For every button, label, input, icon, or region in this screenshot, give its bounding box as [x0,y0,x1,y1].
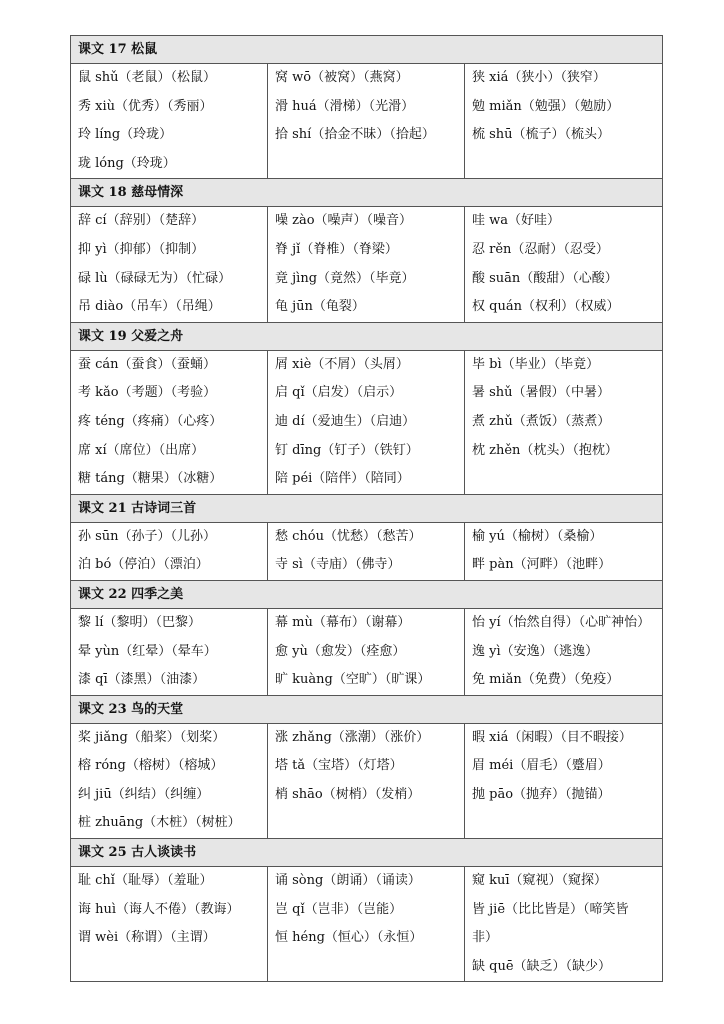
word-entry: 畔 pàn（河畔）（池畔） [472,557,612,573]
lesson-title: 课文 18 慈母情深 [71,179,663,207]
lesson-words-row [71,64,663,179]
word-entry: 旷 kuàng（空旷）（旷课） [275,672,431,688]
word-entry: 糖 táng（糖果）（冰糖） [78,471,223,487]
lesson-title: 课文 21 古诗词三首 [71,494,663,522]
word-entry: 毕 bì（毕业）（毕竟） [472,356,600,372]
word-entry: 龟 jūn（龟裂） [275,299,365,315]
word-column [71,207,268,322]
lesson-header-row [71,839,663,867]
word-column [71,867,268,982]
word-entry: 忍 rěn（忍耐）（忍受） [472,241,609,257]
word-entry: 噪 zào（噪声）（噪音） [275,213,413,229]
word-entry: 谓 wèi（称谓）（主谓） [78,930,216,946]
lesson-words-row [71,608,663,695]
word-entry: 秀 xiù（优秀）（秀丽） [78,98,213,114]
word-entry: 纠 jiū（纠结）（纠缠） [78,786,210,802]
word-entry: 考 kǎo（考题）（考验） [78,385,217,401]
word-entry: 桩 zhuāng（木桩）（树桩） [78,815,241,831]
word-entry: 非） [472,930,499,946]
word-entry: 珑 lóng（玲珑） [78,155,176,171]
vocabulary-table [70,35,663,982]
word-entry: 梳 shū（梳子）（梳头） [472,127,611,143]
word-column [465,867,663,982]
word-entry: 孙 sūn（孙子）（儿孙） [78,528,217,544]
lesson-title: 课文 25 古人谈读书 [71,839,663,867]
word-entry: 煮 zhǔ（煮饭）（蒸煮） [472,413,611,429]
word-entry: 幕 mù（幕布）（谢幕） [275,614,411,630]
word-entry: 寺 sì（寺庙）（佛寺） [275,557,401,573]
word-entry: 漆 qī（漆黑）（油漆） [78,672,206,688]
word-column [268,64,465,179]
lesson-words-row [71,723,663,838]
word-entry: 鼠 shǔ（老鼠）（松鼠） [78,70,217,85]
word-entry: 钉 dīng（钉子）（铁钉） [275,442,419,458]
lesson-header-row [71,36,663,64]
lesson-header-row [71,695,663,723]
lesson-header-row [71,580,663,608]
word-column [465,64,663,179]
word-entry: 吊 diào（吊车）（吊绳） [78,299,221,315]
word-entry: 暇 xiá（闲暇）（目不暇接） [472,729,632,745]
word-entry: 榆 yú（榆树）（桑榆） [472,528,603,544]
word-entry: 晕 yùn（红晕）（晕车） [78,643,217,659]
word-entry: 玲 líng（玲珑） [78,127,173,143]
word-entry: 哇 wa（好哇） [472,213,561,229]
lesson-words-row [71,522,663,580]
word-column [465,608,663,695]
word-entry: 辞 cí（辞别）（楚辞） [78,213,205,229]
word-entry: 窝 wō（被窝）（燕窝） [275,70,409,85]
word-entry: 恒 héng（恒心）（永恒） [275,930,423,946]
word-entry: 愈 yù（愈发）（痊愈） [275,643,406,659]
word-entry: 塔 tǎ（宝塔）（灯塔） [275,758,403,774]
word-entry: 怡 yí（怡然自得）（心旷神怡） [472,614,651,630]
word-entry: 泊 bó（停泊）（漂泊） [78,557,209,573]
word-entry: 陪 péi（陪伴）（陪同） [275,471,410,487]
word-entry: 酸 suān（酸甜）（心酸） [472,270,618,286]
word-entry: 迪 dí（爱迪生）（启迪） [275,413,416,429]
word-entry: 愁 chóu（忧愁）（愁苦） [275,528,422,544]
word-entry: 抛 pāo（抛弃）（抛锚） [472,786,611,802]
lesson-header-row [71,494,663,522]
word-column [465,723,663,838]
word-entry: 黎 lí（黎明）（巴黎） [78,614,201,630]
word-entry: 勉 miǎn（勉强）（勉励） [472,98,620,114]
lesson-words-row [71,350,663,494]
word-entry: 狭 xiá（狭小）（狭窄） [472,70,606,85]
word-entry: 碌 lù（碌碌无为）（忙碌） [78,270,232,286]
word-entry: 缺 quē（缺乏）（缺少） [472,958,612,974]
word-entry: 竟 jìng（竟然）（毕竟） [275,270,415,286]
word-entry: 耻 chǐ（耻辱）（羞耻） [78,873,213,889]
word-entry: 岂 qǐ（岂非）（岂能） [275,901,403,917]
word-entry: 诲 huì（诲人不倦）（教诲） [78,901,240,917]
lesson-header-row [71,322,663,350]
word-entry: 枕 zhěn（枕头）（抱枕） [472,442,618,458]
word-entry: 逸 yì（安逸）（逃逸） [472,643,599,659]
lesson-header-row [71,179,663,207]
lesson-words-row [71,207,663,322]
lesson-title: 课文 17 松鼠 [71,36,663,64]
word-entry: 桨 jiǎng（船桨）（划桨） [78,729,226,745]
word-entry: 眉 méi（眉毛）（蹙眉） [472,758,611,774]
word-entry: 疼 téng（疼痛）（心疼） [78,413,223,429]
word-column [465,522,663,580]
word-column [268,522,465,580]
word-column [71,723,268,838]
word-entry: 免 miǎn（免费）（免疫） [472,672,620,688]
word-entry: 脊 jǐ（脊椎）（脊梁） [275,241,398,257]
word-entry: 诵 sòng（朗诵）（诵读） [275,873,421,889]
word-entry: 蚕 cán（蚕食）（蚕蛹） [78,356,217,372]
word-entry: 皆 jiē（比比皆是）（啼笑皆 [472,901,629,917]
word-entry: 榕 róng（榕树）（榕城） [78,758,224,774]
word-column [465,350,663,494]
word-column [268,207,465,322]
word-entry: 涨 zhǎng（涨潮）（涨价） [275,729,430,745]
word-entry: 抑 yì（抑郁）（抑制） [78,241,205,257]
word-column [71,608,268,695]
word-column [268,350,465,494]
word-column [268,723,465,838]
word-entry: 拾 shí（拾金不昧）（拾起） [275,127,435,143]
word-column [465,207,663,322]
word-entry: 屑 xiè（不屑）（头屑） [275,356,409,372]
word-column [71,522,268,580]
word-entry: 启 qǐ（启发）（启示） [275,385,403,401]
word-entry: 滑 huá（滑梯）（光滑） [275,98,415,114]
word-entry: 暑 shǔ（暑假）（中暑） [472,385,611,401]
lesson-title: 课文 23 鸟的天堂 [71,695,663,723]
word-column [71,350,268,494]
lesson-title: 课文 19 父爱之舟 [71,322,663,350]
word-entry: 席 xí（席位）（出席） [78,442,205,458]
word-column [71,64,268,179]
word-column [268,608,465,695]
lesson-words-row [71,867,663,982]
word-column [268,867,465,982]
word-entry: 窥 kuī（窥视）（窥探） [472,873,608,889]
word-entry: 梢 shāo（树梢）（发梢） [275,786,421,802]
word-entry: 权 quán（权利）（权威） [472,299,620,315]
lesson-title: 课文 22 四季之美 [71,580,663,608]
